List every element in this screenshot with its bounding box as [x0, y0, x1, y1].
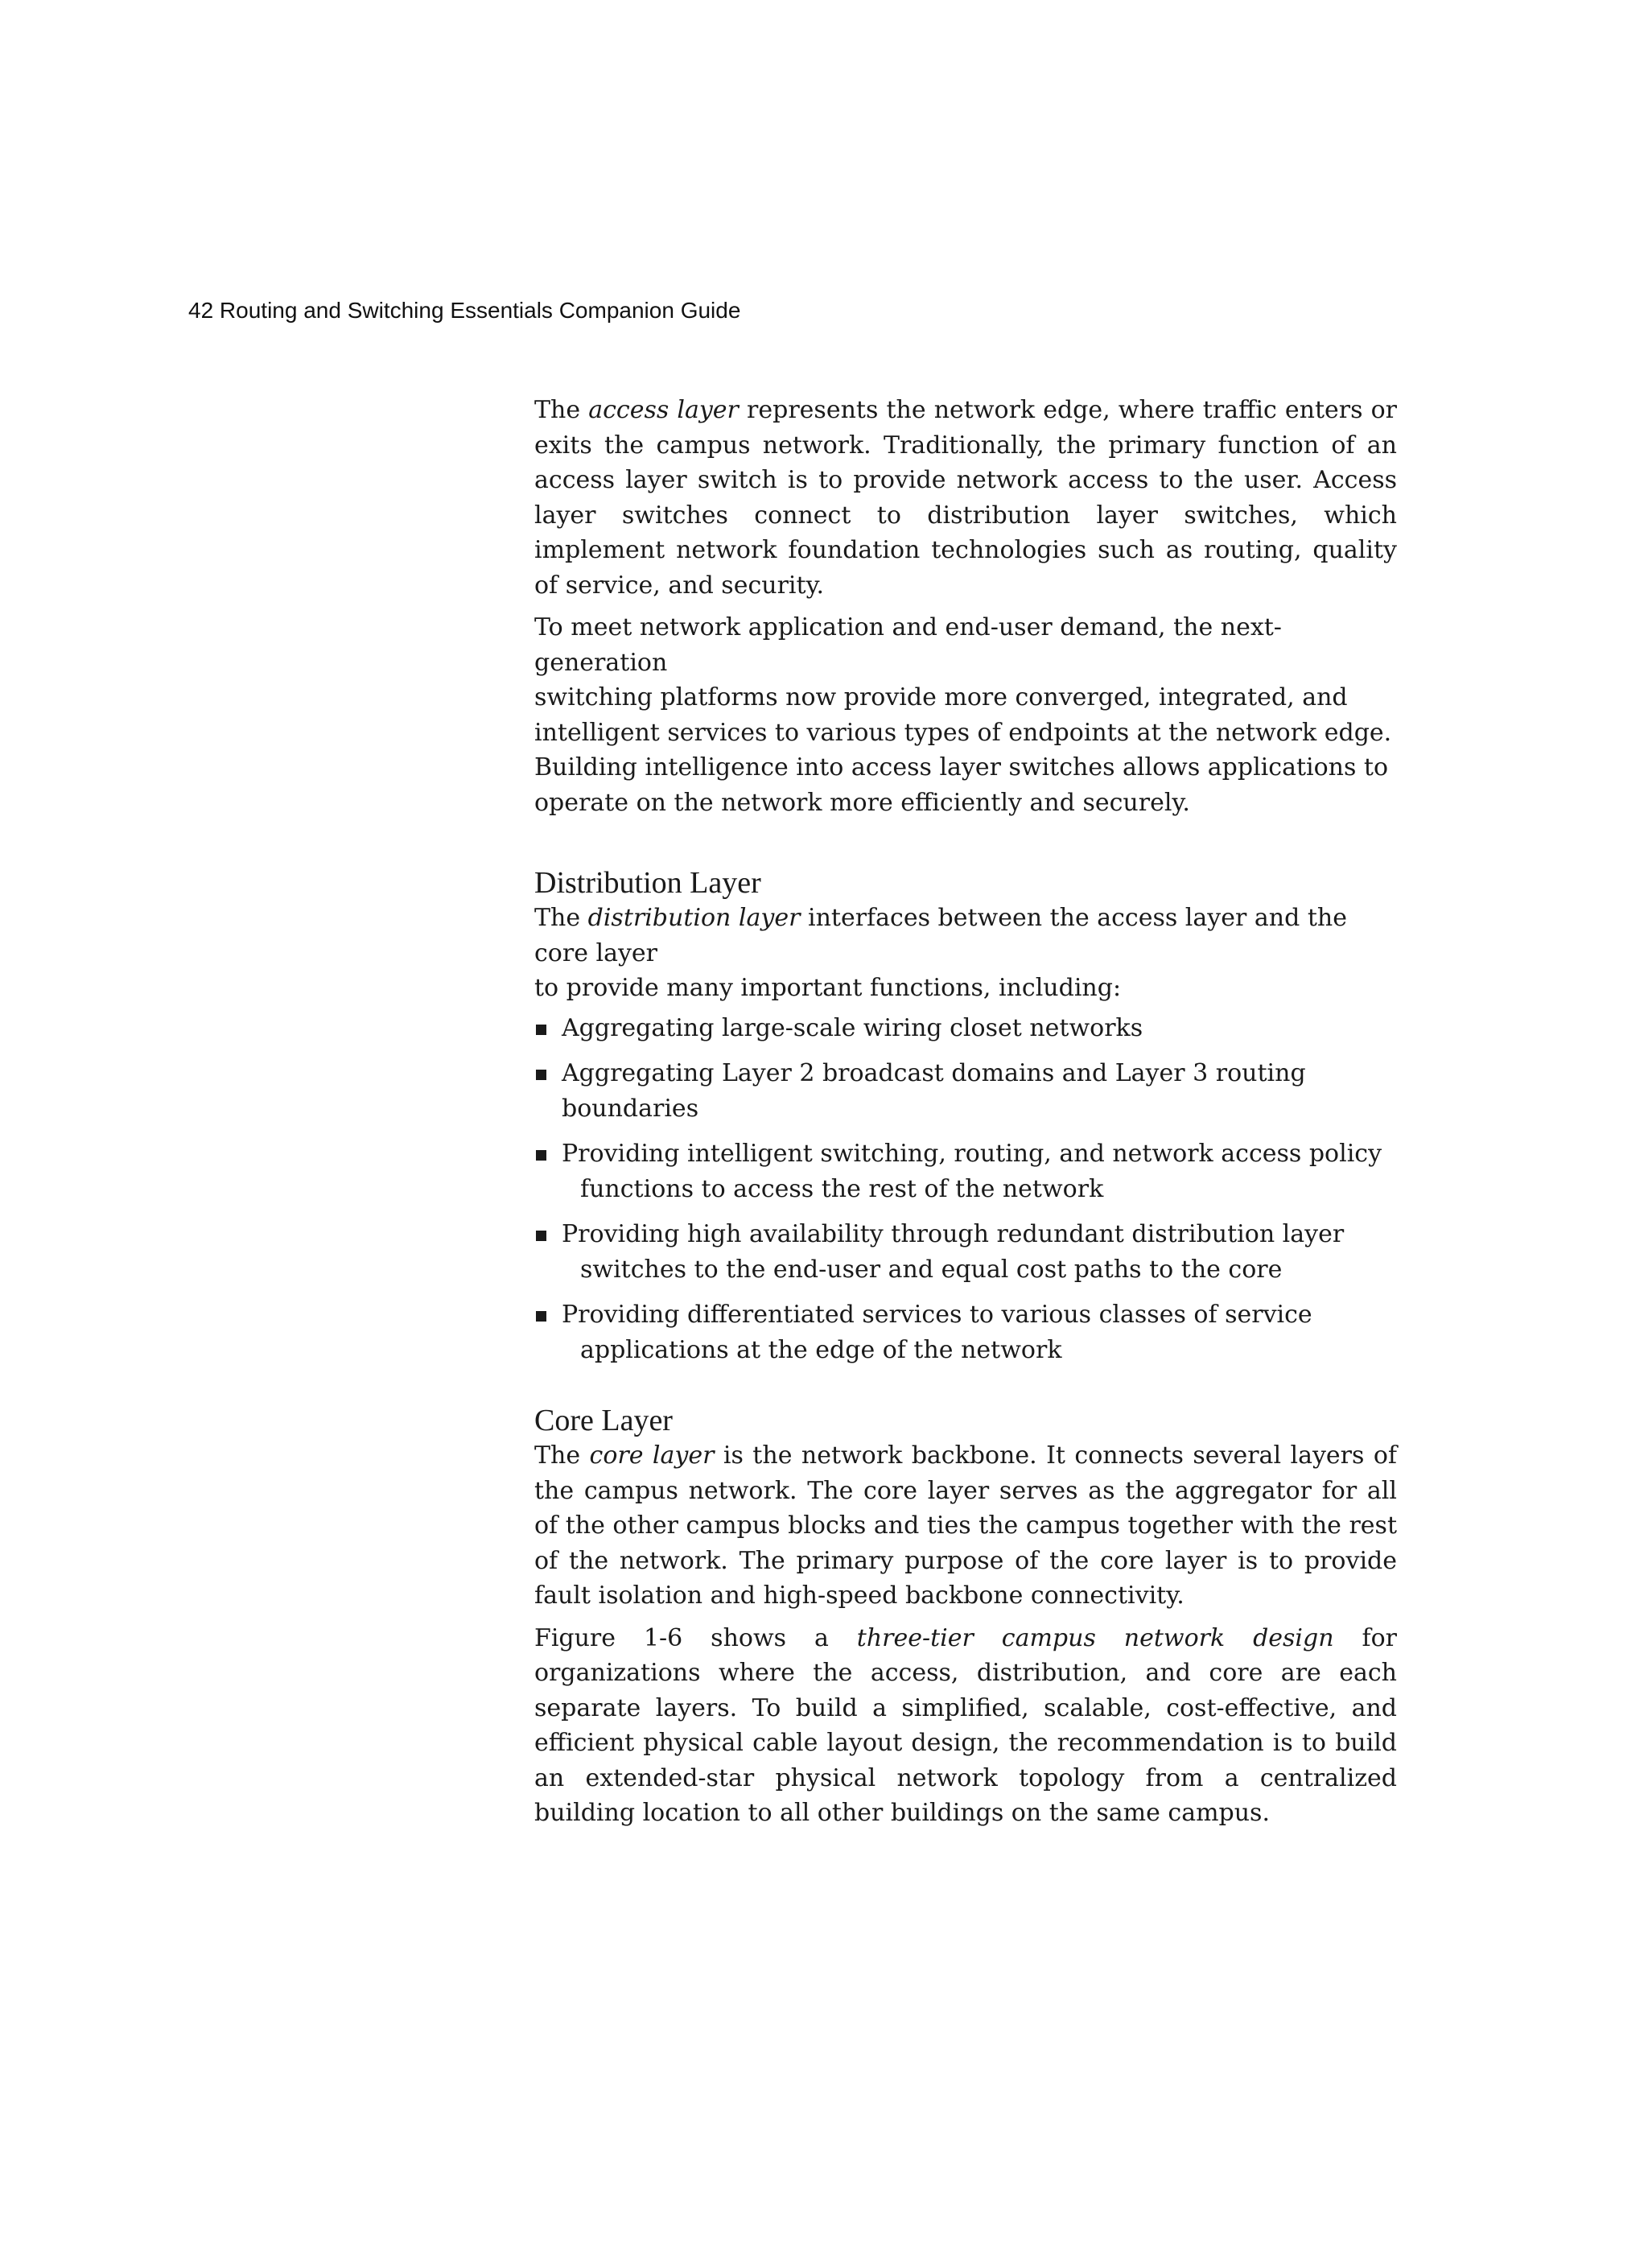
list-item-text: Providing differentiated services to various classes of service	[562, 1301, 1312, 1329]
list-item	[534, 1011, 1397, 1046]
three-tier-paragraph	[534, 1621, 1397, 1831]
list-item	[534, 1217, 1397, 1287]
core-layer-heading: Core Layer	[534, 1404, 673, 1437]
text-run: The	[534, 904, 588, 932]
square-bullet-icon	[536, 1025, 546, 1035]
term-access-layer: access layer	[588, 396, 739, 424]
next-gen-paragraph	[534, 610, 1397, 820]
text-run: The	[534, 1441, 590, 1470]
list-item-continuation: functions to access the rest of the network	[580, 1174, 1104, 1203]
text-run: The	[534, 396, 589, 424]
text-line: Building intelligence into access layer switches allows applications to	[534, 753, 1389, 781]
list-item	[534, 1056, 1397, 1126]
list-item-continuation: applications at the edge of the network	[580, 1335, 1062, 1364]
term-distribution-layer: distribution layer	[587, 904, 801, 932]
list-item-text: Aggregating Layer 2 broadcast domains and Layer 3 routing boundaries	[562, 1059, 1306, 1123]
term-core-layer: core layer	[589, 1441, 715, 1470]
distribution-layer-heading: Distribution Layer	[534, 866, 761, 900]
text-run: interfaces between the access layer and the core layer	[534, 904, 1347, 967]
list-item-continuation: switches to the end-user and equal cost paths to the core	[580, 1255, 1283, 1284]
text-run: Figure 1-6 shows a	[534, 1623, 857, 1652]
core-layer-paragraph	[534, 1438, 1397, 1614]
page-body	[534, 393, 1397, 1838]
access-layer-paragraph	[534, 393, 1397, 603]
text-line: switching platforms now provide more converged, integrated, and	[534, 683, 1348, 711]
square-bullet-icon	[536, 1070, 546, 1080]
text-run: is the network backbone. It connects several layers of the campus network. The core layer serves as the aggregator for all of the other campus blocks and ties the campus together with the rest of the network. The primary purpose of the core layer is to provide fault isolation and high-speed backbone connectivity.	[534, 1441, 1397, 1610]
square-bullet-icon	[536, 1231, 546, 1241]
running-head: 42 Routing and Switching Essentials Companion Guide	[188, 298, 741, 323]
list-item	[534, 1136, 1397, 1206]
text-run: for organizations where the access, distribution, and core are each separate layers. To build a simplified, scalable, cost-effective, and efficient physical cable layout design, the recommendation is to build an extended-star physical network topology from a centralized building location to all other buildings on the same campus.	[534, 1623, 1397, 1827]
list-item-text: Providing high availability through redundant distribution layer	[562, 1220, 1345, 1248]
text-line: to provide many important functions, including:	[534, 974, 1122, 1002]
distribution-intro-paragraph	[534, 901, 1397, 1006]
text-run: represents the network edge, where traffic enters or exits the campus network. Traditionally, the primary function of an access layer switch is to provide network access to the user. Access layer switches connect to distribution layer switches, which implement network foundation technologies such as routing, quality of service, and security.	[534, 396, 1398, 600]
list-item	[534, 1297, 1397, 1367]
square-bullet-icon	[536, 1311, 546, 1322]
text-line: intelligent services to various types of endpoints at the network edge.	[534, 718, 1392, 747]
square-bullet-icon	[536, 1150, 546, 1161]
list-item-text: Providing intelligent switching, routing, and network access policy	[562, 1140, 1382, 1168]
distribution-functions-list	[534, 1011, 1397, 1368]
text-line: operate on the network more efficiently and securely.	[534, 788, 1190, 817]
text-line: To meet network application and end-user demand, the next-generation	[534, 613, 1282, 677]
term-three-tier-design: three-tier campus network design	[856, 1623, 1334, 1652]
list-item-text: Aggregating large-scale wiring closet networks	[562, 1013, 1143, 1042]
